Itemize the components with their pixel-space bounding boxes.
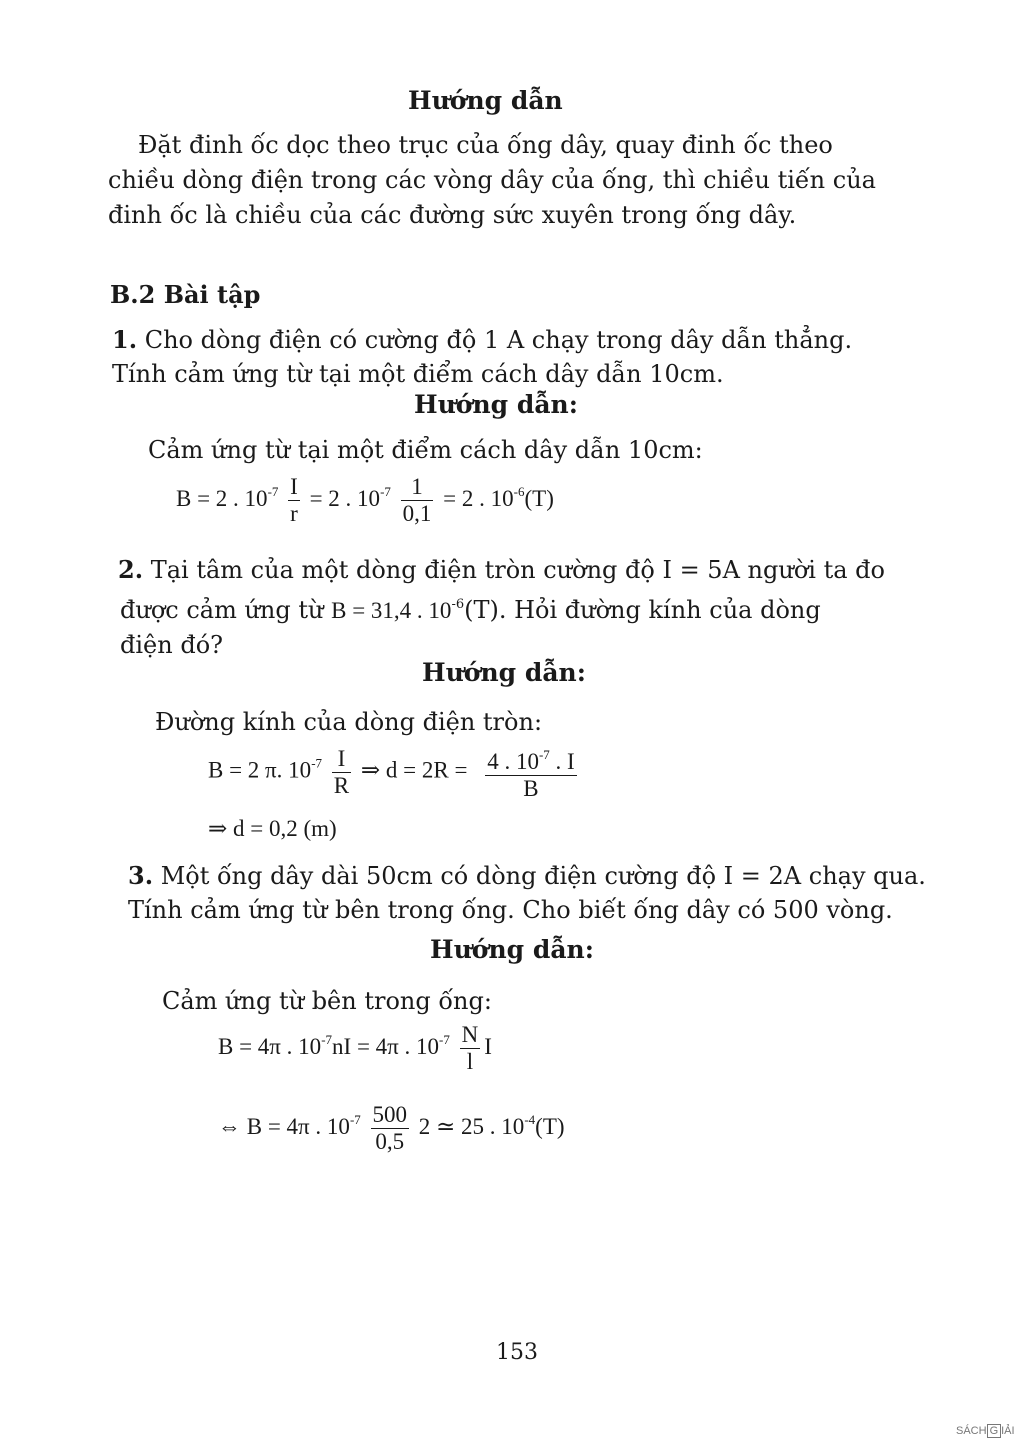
unit: (T) [524,485,554,511]
exponent: -7 [349,1111,361,1127]
exponent: -7 [311,755,323,771]
exercise-number: 2. [118,555,144,584]
exercise-text-line: điện đó? [120,631,224,659]
solution-intro: Cảm ứng từ bên trong ống: [162,987,492,1015]
formula-result: ⇒ d = 0,2 (m) [208,816,337,841]
numerator: 500 [372,1102,408,1127]
fraction [485,742,577,802]
guide-text-line: đinh ốc là chiều của các đường sức xuyên trong ống dây. [108,201,797,229]
formula-diameter [208,742,581,802]
solution-intro: Đường kính của dòng điện tròn: [155,708,543,736]
formula-part: nI = 4π . 10 [332,1033,440,1059]
watermark-text: IẢI [1001,1425,1015,1437]
formula-part: = 2 . 10 [443,485,514,511]
fraction [288,474,300,527]
guide-heading: Hướng dẫn: [414,390,578,419]
formula-b-wire [176,474,554,527]
exponent: -7 [538,747,550,762]
formula-part: = 2 . 10 [309,485,381,511]
numerator [485,742,577,775]
exponent: -4 [524,1111,536,1127]
formula-part: ⇒ d = 2R = [360,757,468,783]
watermark-text: SÁCH [956,1425,987,1437]
exponent: -7 [380,483,391,499]
fraction [460,1022,481,1075]
exercise-text-line: Một ống dây dài 50cm có dòng điện cường độ I = 2A chạy qua. [160,862,926,890]
fraction [332,746,351,799]
exercise-2-text [118,552,885,588]
numerator: I [290,474,298,499]
formula-part: B = 2 π. 10 [208,757,312,783]
unit: (T) [535,1113,565,1139]
exercise-text-line [120,587,821,628]
guide-heading: Hướng dẫn [408,86,563,115]
formula-part: ⇔ B = 4π . 10 [218,1113,350,1139]
formula-part: I [484,1033,492,1059]
formula-part: B = 4π . 10 [218,1033,322,1059]
denominator: l [460,1048,481,1075]
exercise-text-line: Tính cảm ứng từ tại một điểm cách dây dẫn 10cm. [112,360,724,388]
guide-heading: Hướng dẫn: [430,935,594,964]
exponent: -7 [439,1031,450,1047]
page-number: 153 [496,1340,538,1365]
formula-solenoid-result [218,1102,565,1155]
guide-text-line: chiều dòng điện trong các vòng dây của ống, thì chiều tiến của [108,166,876,194]
denominator: R [333,772,350,798]
watermark-logo [956,1424,1015,1438]
exercise-3-text [128,858,926,894]
exponent: -7 [267,483,279,499]
exponent: -7 [321,1031,333,1047]
watermark-text: G [987,1424,1002,1438]
guide-text-line: Đặt đinh ốc dọc theo trục của ống dây, quay đinh ốc theo [138,131,833,159]
exponent: -6 [451,597,465,612]
exponent: -6 [513,483,525,499]
formula-part: 2 ≃ 25 . 10 [418,1113,525,1139]
denominator: r [290,501,298,526]
numerator: I [337,745,346,771]
exercise-number: 3. [128,861,154,890]
denominator: 0,5 [371,1128,410,1155]
exercise-text-line: Tính cảm ứng từ bên trong ống. Cho biết ống dây có 500 vòng. [128,896,893,924]
formula-part: 4 . 10 [487,749,539,774]
solution-intro: Cảm ứng từ tại một điểm cách dây dẫn 10cm: [148,436,703,464]
fraction [371,1102,410,1155]
formula-part: B = 2 . 10 [176,485,268,511]
exercise-text-line: Cho dòng điện có cường độ 1 A chạy trong dây dẫn thẳng. [144,326,853,354]
guide-heading: Hướng dẫn: [422,658,586,687]
denominator: B [485,775,577,802]
text: được cảm ứng từ [120,596,324,624]
exercise-1-text [112,322,852,358]
exercise-text-line: Tại tâm của một dòng điện tròn cường độ I = 5A người ta đo [150,556,885,584]
formula-part: . I [555,749,575,774]
numerator: N [461,1022,479,1047]
text: (T). Hỏi đường kính của dòng [464,596,821,624]
exercise-number: 1. [112,325,138,354]
section-title: B.2 Bài tập [110,280,261,309]
fraction [401,474,434,527]
numerator: 1 [411,474,423,499]
formula-solenoid [218,1022,492,1075]
formula-part: B = 31,4 . 10 [331,598,452,623]
denominator: 0,1 [402,501,432,526]
